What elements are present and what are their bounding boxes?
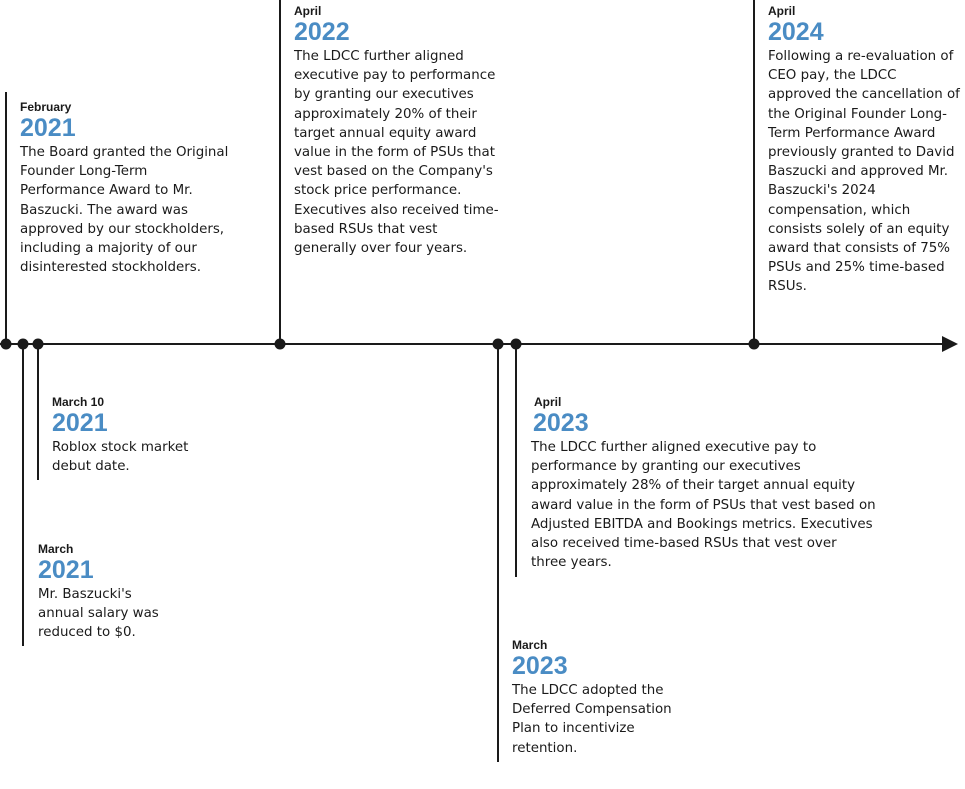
event-description: Mr. Baszucki's annual salary was reduced to $0. (38, 587, 159, 641)
event-feb-2021 (20, 100, 235, 277)
event-year: 2021 (38, 556, 94, 584)
event-year: 2022 (294, 18, 350, 46)
event-month: April (294, 4, 322, 18)
marker-mar-2023 (493, 339, 504, 350)
event-year: 2021 (52, 409, 108, 437)
marker-apr-2022 (275, 339, 286, 350)
timeline-arrowhead (942, 336, 958, 352)
event-description: The LDCC further aligned executive pay to performance by granting our executives approximately 28% of their target annual equity award value in the form of PSUs that vest based on Adjusted EBITDA and Bookings metrics. Executives also received time-based RSUs that vest over three years. (531, 440, 876, 571)
event-month: March (38, 542, 74, 556)
marker-mar10-2021 (33, 339, 44, 350)
event-year: 2023 (533, 409, 589, 437)
event-month: February (20, 100, 72, 114)
event-mar10-2021 (52, 395, 212, 476)
event-description: The LDCC further aligned executive pay to performance by granting our executives approximately 20% of their target annual equity award value in the form of PSUs that vest based on the Company's stock price performance. Executives also received time-based RSUs that vest generally over four years. (294, 49, 499, 257)
event-month: April (768, 4, 796, 18)
event-description: The Board granted the Original Founder Long-Term Performance Award to Mr. Baszucki. The award was approved by our stockholders, including a majority of our disinterested stockholders. (20, 145, 229, 276)
event-mar-2023 (512, 638, 697, 758)
event-month: March (512, 638, 548, 652)
event-year: 2023 (512, 652, 568, 680)
event-month: April (534, 395, 562, 409)
event-apr-2022 (294, 4, 499, 258)
event-apr-2024 (768, 4, 963, 297)
event-year: 2021 (20, 114, 76, 142)
marker-mar-2021 (18, 339, 29, 350)
event-month: March 10 (52, 395, 105, 409)
event-description: The LDCC adopted the Deferred Compensation Plan to incentivize retention. (512, 683, 672, 756)
marker-apr-2023 (511, 339, 522, 350)
marker-feb-2021 (1, 339, 12, 350)
event-mar-2021 (38, 542, 178, 643)
event-year: 2024 (768, 18, 824, 46)
event-apr-2023 (531, 395, 876, 572)
marker-apr-2024 (749, 339, 760, 350)
event-description: Following a re-evaluation of CEO pay, the LDCC approved the cancellation of the Original Founder Long-Term Performance Award previously granted to David Baszucki and approved Mr. Baszucki's 2024 compensation, which consists solely of an equity award that consists of 75% PSUs and 25% time-based RSUs. (768, 49, 960, 295)
event-description: Roblox stock market debut date. (52, 440, 189, 475)
